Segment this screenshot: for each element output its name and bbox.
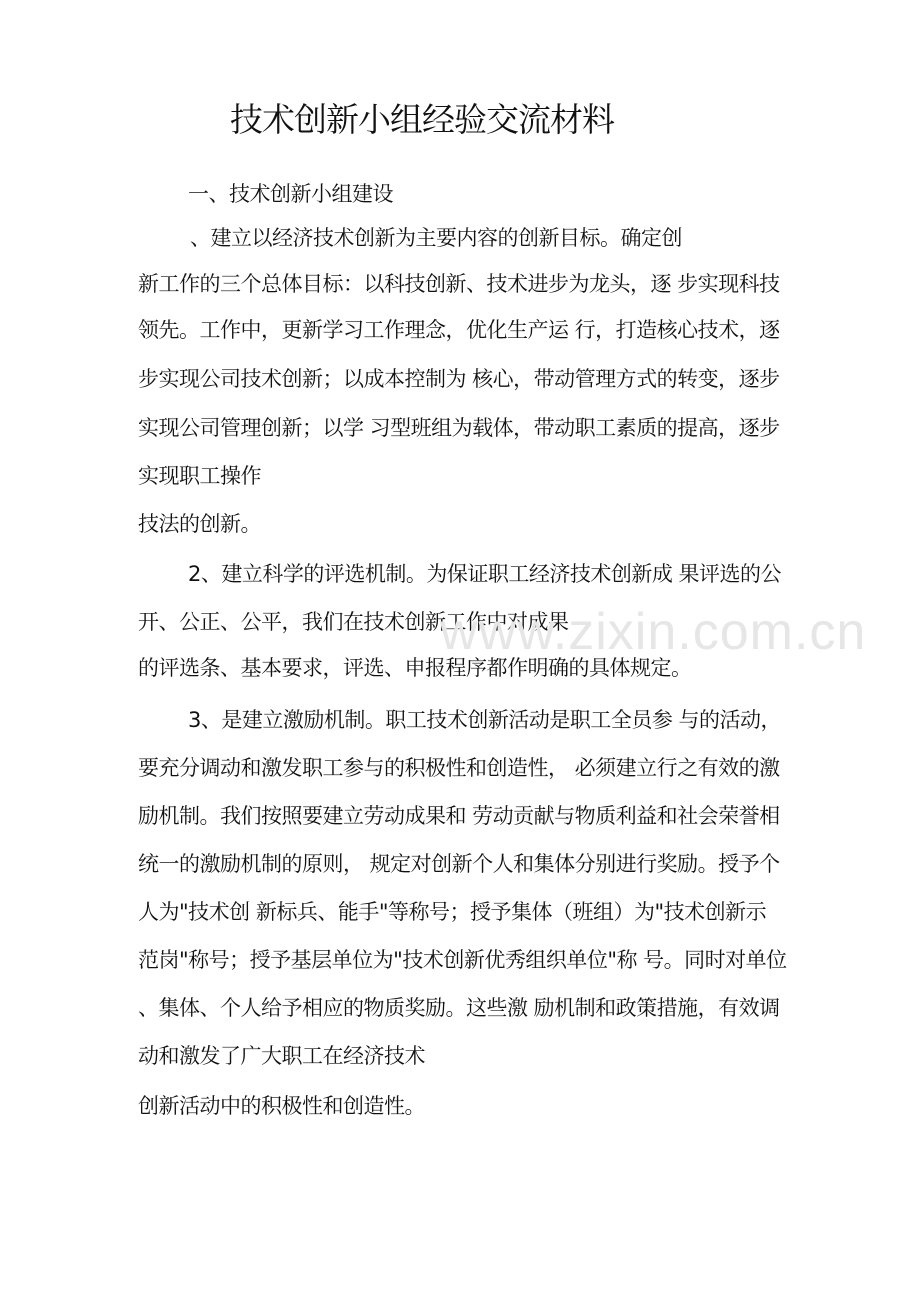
paragraph-line: 步实现公司技术创新；以成本控制为 核心，带动管理方式的转变，逐步 (138, 367, 780, 391)
paragraph-line: 统一的激励机制的原则， 规定对创新个人和集体分别进行奖励。授予个 (138, 852, 780, 876)
paragraph-line: 、集体、个人给予相应的物质奖励。这些激 励机制和政策措施，有效调 (138, 996, 780, 1020)
paragraph-line: 2、建立科学的评选机制。为保证职工经济技术创新成 果评选的公 (188, 562, 782, 586)
paragraph-line: 新工作的三个总体目标：以科技创新、技术进步为龙头，逐 步实现科技 (138, 272, 780, 296)
paragraph-line: 开、公正、公平，我们在技术创新工作中对成果 (138, 610, 569, 634)
paragraph-line: 3、是建立激励机制。职工技术创新活动是职工全员参 与的活动， (188, 708, 782, 732)
paragraph-line: 创新活动中的积极性和创造性。 (138, 1094, 425, 1118)
paragraph-line: 范岗"称号；授予基层单位为"技术创新优秀组织单位"称 号。同时对单位 (138, 948, 787, 972)
paragraph-line: 、建立以经济技术创新为主要内容的创新目标。确定创 (190, 226, 682, 250)
paragraph-line: 技法的创新。 (138, 512, 261, 536)
paragraph-line: 实现职工操作 (138, 464, 261, 488)
paragraph-line: 人为"技术创 新标兵、能手"等称号；授予集体（班组）为"技术创新示 (138, 900, 767, 924)
watermark: www.zixin.com.cn (440, 603, 867, 661)
paragraph-line: 要充分调动和激发职工参与的积极性和创造性， 必须建立行之有效的激 (138, 756, 780, 780)
document-title: 技术创新小组经验交流材料 (230, 100, 614, 139)
paragraph-line: 动和激发了广大职工在经济技术 (138, 1044, 425, 1068)
paragraph-line: 励机制。我们按照要建立劳动成果和 劳动贡献与物质利益和社会荣誉相 (138, 804, 780, 828)
paragraph-line: 实现公司管理创新；以学 习型班组为载体，带动职工素质的提高，逐步 (138, 416, 780, 440)
paragraph-line: 领先。工作中，更新学习工作理念，优化生产运 行，打造核心技术，逐 (138, 318, 780, 342)
section-heading: 一、技术创新小组建设 (188, 182, 393, 206)
paragraph-line: 的评选条、基本要求，评选、申报程序都作明确的具体规定。 (138, 656, 692, 680)
